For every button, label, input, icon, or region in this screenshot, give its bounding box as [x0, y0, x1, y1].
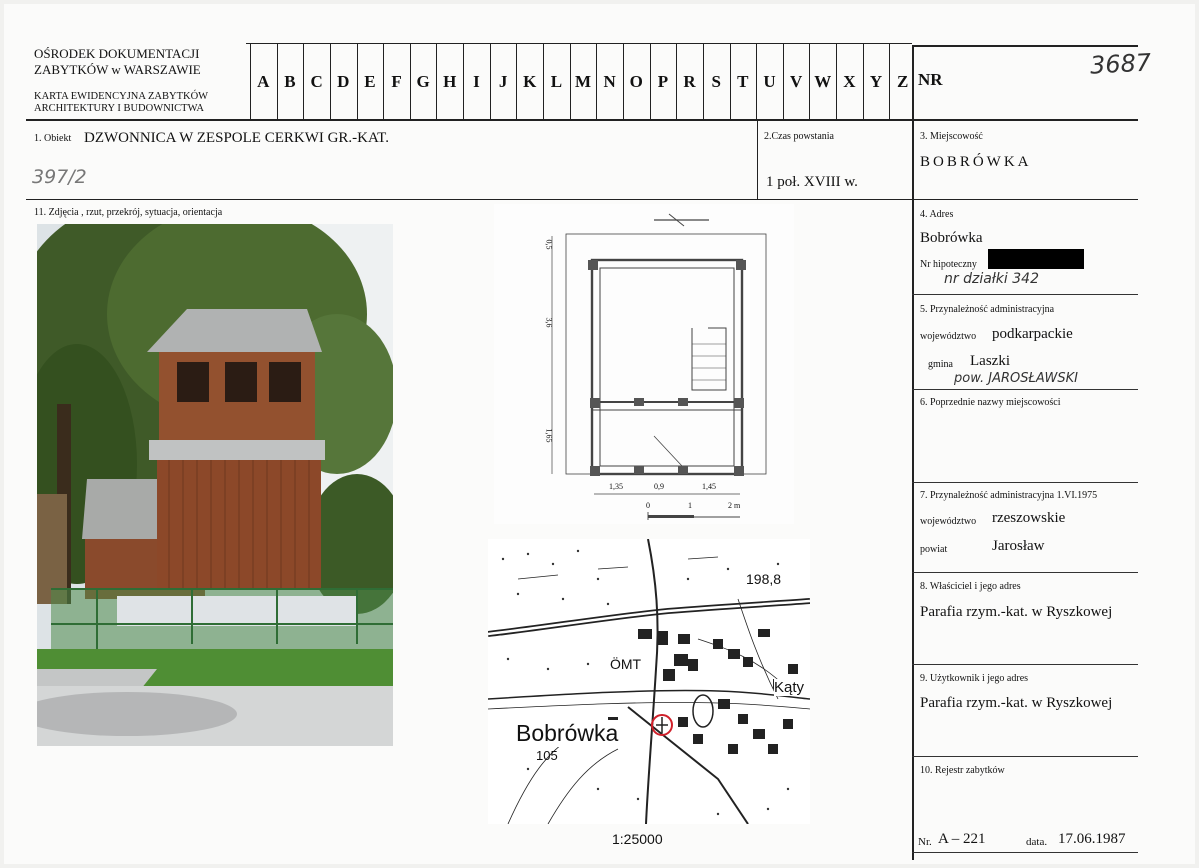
- org-name-line1: OŚRODEK DOKUMENTACJI: [34, 46, 200, 61]
- scale-bar-2: 2 m: [728, 501, 741, 510]
- letter-index-h: H: [443, 72, 457, 91]
- admin1975-powiat-value: Jarosław: [992, 538, 1045, 554]
- admin-gmina-value: Laszki: [970, 353, 1010, 369]
- owner-label: 8. Właściciel i jego adres: [920, 581, 1021, 592]
- photos-label: 11. Zdjęcia , rzut, przekrój, sytuacja, orientacja: [34, 207, 223, 218]
- header-bottom-line: [26, 119, 1138, 121]
- admin-woj-value: podkarpackie: [992, 326, 1073, 342]
- row8-bottom-line: [912, 664, 1138, 665]
- owner-value: Parafia rzym.-kat. w Ryszkowej: [920, 604, 1113, 620]
- letter-index-s: S: [711, 72, 721, 91]
- letter-index-m: M: [574, 72, 592, 91]
- plan-dim-b2: 0,9: [654, 482, 664, 491]
- letter-index-x: X: [843, 72, 856, 91]
- letter-index-p: P: [657, 72, 669, 91]
- admin-gmina-label: gmina: [928, 359, 953, 370]
- letter-index-c: C: [310, 72, 323, 91]
- plan-dim-mid: 3,6: [544, 317, 554, 328]
- right-column-divider: [912, 45, 914, 860]
- letter-index-g: G: [416, 72, 430, 91]
- letter-index-y: Y: [869, 72, 883, 91]
- object-handwritten-number: 397/2: [32, 166, 87, 188]
- row4-bottom-line: [912, 294, 1138, 295]
- org-name-line2: ZABYTKÓW w WARSZAWIE: [34, 62, 201, 77]
- letter-index-r: R: [683, 72, 696, 91]
- address-value: Bobrówka: [920, 230, 983, 246]
- place-label: 3. Miejscowość: [920, 131, 983, 142]
- belfry-photo: [37, 224, 393, 746]
- registry-label: 10. Rejestr zabytków: [920, 765, 1005, 776]
- dzialki-handwritten: nr działki 342: [944, 271, 1039, 287]
- admin1975-label: 7. Przynależność administracyjna 1.VI.1975: [920, 490, 1098, 501]
- object-label: 1. Obiekt: [34, 133, 72, 144]
- time-value: 1 poł. XVIII w.: [766, 174, 858, 190]
- map-katy-label: Kąty: [774, 679, 805, 696]
- row10-bottom-line: [912, 852, 1138, 853]
- plan-dim-bot: 1,65: [544, 428, 554, 443]
- divider-time: [757, 119, 758, 199]
- row9-bottom-line: [912, 756, 1138, 757]
- card-type-line1: KARTA EWIDENCYJNA ZABYTKÓW: [34, 91, 209, 102]
- row7-bottom-line: [912, 572, 1138, 573]
- admin1975-powiat-label: powiat: [920, 544, 948, 555]
- nr-label: NR: [918, 70, 943, 89]
- letter-index-a: A: [257, 72, 270, 91]
- place-value: BOBRÓWKA: [920, 154, 1032, 170]
- nr-handwritten: 3687: [1089, 48, 1152, 80]
- map-height-label: 105: [536, 748, 558, 763]
- letter-index-n: N: [603, 72, 616, 91]
- registry-nr-label: Nr.: [918, 836, 932, 848]
- letter-index-o: O: [629, 72, 643, 91]
- map-omt-label: ÖMT: [610, 656, 642, 672]
- row5-bottom-line: [912, 389, 1138, 390]
- time-label: 2.Czas powstania: [764, 131, 834, 142]
- map-town-label: Bobrówka: [516, 720, 619, 746]
- hipoteczny-label: Nr hipoteczny: [920, 259, 977, 270]
- letter-index-w: W: [814, 72, 832, 91]
- letter-index-b: B: [284, 72, 296, 91]
- card-type-line2: ARCHITEKTURY I BUDOWNICTWA: [34, 103, 204, 114]
- letter-index-i: I: [473, 72, 480, 91]
- scale-bar-0: 0: [646, 501, 650, 510]
- letter-index-d: D: [337, 72, 350, 91]
- letter-index-v: V: [789, 72, 803, 91]
- row1-bottom-line: [26, 199, 1138, 200]
- redaction-box: [988, 249, 1084, 269]
- floor-plan-drawing: [494, 204, 794, 524]
- letter-index-e: E: [364, 72, 376, 91]
- plan-dim-b1: 1,35: [609, 482, 623, 491]
- plan-dim-top: 0,5: [544, 239, 554, 250]
- letter-index-k: K: [523, 72, 537, 91]
- former-names-label: 6. Poprzednie nazwy miejscowości: [920, 397, 1061, 408]
- letter-index-z: Z: [897, 72, 909, 91]
- letter-strip-top-line: [246, 43, 912, 44]
- letter-index-f: F: [391, 72, 402, 91]
- admin1975-woj-value: rzeszowskie: [992, 510, 1066, 526]
- user-label: 9. Użytkownik i jego adres: [920, 673, 1029, 684]
- registry-date-value: 17.06.1987: [1058, 831, 1126, 847]
- registry-card: [4, 4, 1195, 864]
- address-label: 4. Adres: [920, 209, 954, 220]
- registry-nr-value: A – 221: [938, 831, 986, 847]
- admin1975-woj-label: województwo: [920, 516, 977, 527]
- admin-powiat-handwritten: pow. JAROSŁAWSKI: [954, 371, 1078, 386]
- letter-index-j: J: [498, 72, 508, 91]
- scale-bar-1: 1: [688, 501, 692, 510]
- object-value: DZWONNICA W ZESPOLE CERKWI GR.-KAT.: [84, 130, 389, 146]
- row6-bottom-line: [912, 482, 1138, 483]
- nr-box-top-line: [912, 45, 1138, 47]
- plan-dim-b3: 1,45: [702, 482, 716, 491]
- admin-woj-label: województwo: [920, 331, 977, 342]
- map-scale: 1:25000: [612, 831, 663, 847]
- user-value: Parafia rzym.-kat. w Ryszkowej: [920, 695, 1113, 711]
- map-elevation: 198,8: [746, 571, 782, 587]
- registry-date-label: data.: [1026, 836, 1048, 848]
- letter-index-t: T: [737, 72, 749, 91]
- letter-index-l: L: [550, 72, 563, 91]
- admin-label: 5. Przynależność administracyjna: [920, 304, 1055, 315]
- letter-index-u: U: [763, 72, 776, 91]
